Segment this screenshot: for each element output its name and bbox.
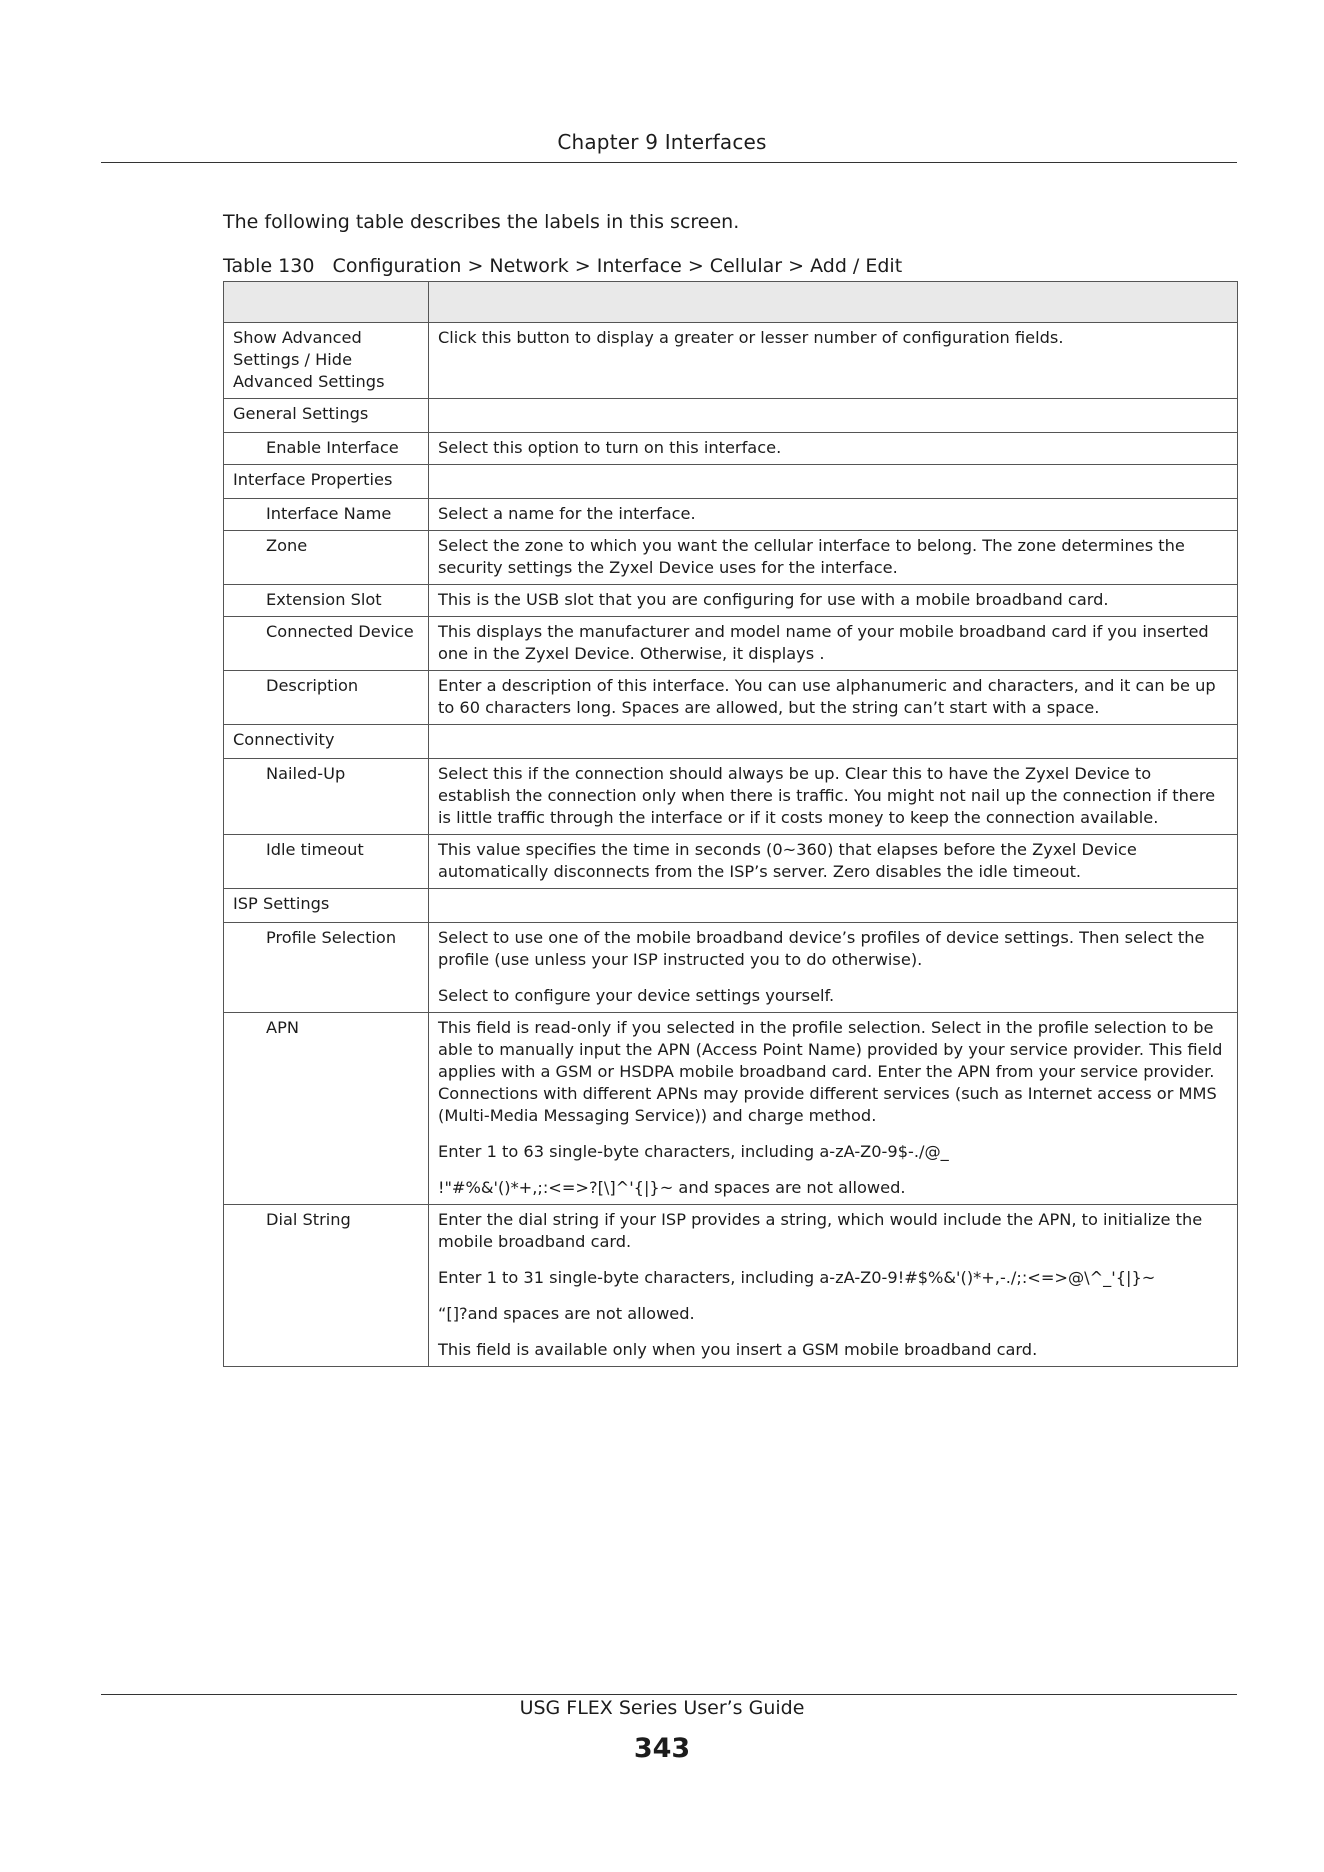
description-paragraph: Select to configure your device settings yourself. — [438, 986, 835, 1005]
description-paragraph: This value specifies the time in seconds (0~360) that elapses before the Zyxel Device automatically disconnects from the ISP’s server. Zero disables the idle timeout. — [438, 840, 1137, 881]
table-row — [224, 399, 1238, 433]
table-row — [224, 585, 1238, 617]
label-cell: Interface Properties — [224, 465, 429, 499]
table-row — [224, 671, 1238, 725]
label-cell: ISP Settings — [224, 889, 429, 923]
description-paragraph: Enter the dial string if your ISP provides a string, which would include the APN, to initialize the mobile broadband card. — [438, 1210, 1203, 1251]
table-row — [224, 725, 1238, 759]
description-cell — [429, 617, 1238, 671]
description-cell — [429, 465, 1238, 499]
label-cell: Nailed-Up — [224, 759, 429, 835]
description-paragraph: Enter a description of this interface. You can use alphanumeric and characters, and it can be up to 60 characters long. Spaces are allowed, but the string can’t start with a space. — [438, 676, 1216, 717]
description-paragraph: This field is available only when you insert a GSM mobile broadband card. — [438, 1340, 1038, 1359]
label-cell: Connectivity — [224, 725, 429, 759]
table-row — [224, 433, 1238, 465]
table-row — [224, 465, 1238, 499]
header-label-cell — [224, 282, 429, 323]
description-paragraph: Enter 1 to 63 single-byte characters, including a-zA-Z0-9$-./@_ — [438, 1142, 949, 1161]
description-paragraph: Select this option to turn on this interface. — [438, 438, 782, 457]
description-paragraph: Enter 1 to 31 single-byte characters, including a-zA-Z0-9!#$%&'()*+,-./;:<=>@\^_'{|}~ — [438, 1268, 1156, 1287]
label-cell: Idle timeout — [224, 835, 429, 889]
description-cell — [429, 585, 1238, 617]
table-header-row — [224, 282, 1238, 323]
description-paragraph: Click this button to display a greater or lesser number of configuration fields. — [438, 328, 1064, 347]
chapter-header: Chapter 9 Interfaces — [557, 130, 767, 154]
label-cell: Zone — [224, 531, 429, 585]
label-cell: Connected Device — [224, 617, 429, 671]
table-row — [224, 531, 1238, 585]
table-row — [224, 835, 1238, 889]
description-paragraph: !"#%&'()*+,;:<=>?[\]^'{|}~ and spaces are not allowed. — [438, 1178, 906, 1197]
header-divider — [101, 162, 1237, 163]
description-paragraph: This displays the manufacturer and model name of your mobile broadband card if you inserted one in the Zyxel Device. Otherwise, it displays . — [438, 622, 1209, 663]
description-paragraph: “[]?and spaces are not allowed. — [438, 1304, 695, 1323]
description-cell — [429, 835, 1238, 889]
label-cell: Extension Slot — [224, 585, 429, 617]
description-paragraph: Select the zone to which you want the cellular interface to belong. The zone determines the security settings the Zyxel Device uses for the interface. — [438, 536, 1185, 577]
description-cell — [429, 923, 1238, 1013]
label-cell: General Settings — [224, 399, 429, 433]
description-cell — [429, 1205, 1238, 1367]
table-row — [224, 889, 1238, 923]
footer-title: USG FLEX Series User’s Guide — [519, 1697, 805, 1719]
description-paragraph: Select to use one of the mobile broadband device’s profiles of device settings. Then select the profile (use unless your ISP instructed you to do otherwise). — [438, 928, 1205, 969]
description-cell — [429, 725, 1238, 759]
description-paragraph: Select this if the connection should always be up. Clear this to have the Zyxel Device to establish the connection only when there is traffic. You might not nail up the connection if there is little traffic through the interface or if it costs money to keep the connection available. — [438, 764, 1216, 827]
page-number: 343 — [633, 1733, 691, 1764]
description-cell — [429, 433, 1238, 465]
description-cell — [429, 531, 1238, 585]
table-body — [224, 323, 1238, 1367]
label-cell: Description — [224, 671, 429, 725]
description-paragraph: This field is read-only if you selected in the profile selection. Select in the profile selection to be able to manually input the APN (Access Point Name) provided by your service provider. This field applies with a GSM or HSDPA mobile broadband card. Enter the APN from your service provider. Connections with different APNs may provide different services (such as Internet access or MMS (Multi-Media Messaging Service)) and charge method. — [438, 1018, 1223, 1125]
description-paragraph: This is the USB slot that you are configuring for use with a mobile broadband card. — [438, 590, 1109, 609]
header-description-cell — [429, 282, 1238, 323]
description-cell — [429, 1013, 1238, 1205]
label-cell: Enable Interface — [224, 433, 429, 465]
description-cell — [429, 499, 1238, 531]
label-cell: Interface Name — [224, 499, 429, 531]
label-cell: Dial String — [224, 1205, 429, 1367]
footer-divider — [101, 1694, 1237, 1695]
label-cell: Show Advanced Settings / Hide Advanced Settings — [224, 323, 429, 399]
table-row — [224, 759, 1238, 835]
description-cell — [429, 671, 1238, 725]
labels-table — [223, 281, 1238, 1367]
intro-text: The following table describes the labels in this screen. — [223, 211, 740, 233]
description-cell — [429, 399, 1238, 433]
description-paragraph: Select a name for the interface. — [438, 504, 696, 523]
table-caption: Table 130 Configuration > Network > Interface > Cellular > Add / Edit — [223, 255, 903, 277]
label-cell: Profile Selection — [224, 923, 429, 1013]
table-row — [224, 923, 1238, 1013]
table-row — [224, 1205, 1238, 1367]
description-cell — [429, 759, 1238, 835]
description-cell — [429, 889, 1238, 923]
description-cell — [429, 323, 1238, 399]
table-row — [224, 323, 1238, 399]
table-row — [224, 499, 1238, 531]
table-row — [224, 1013, 1238, 1205]
label-cell: APN — [224, 1013, 429, 1205]
table-row — [224, 617, 1238, 671]
